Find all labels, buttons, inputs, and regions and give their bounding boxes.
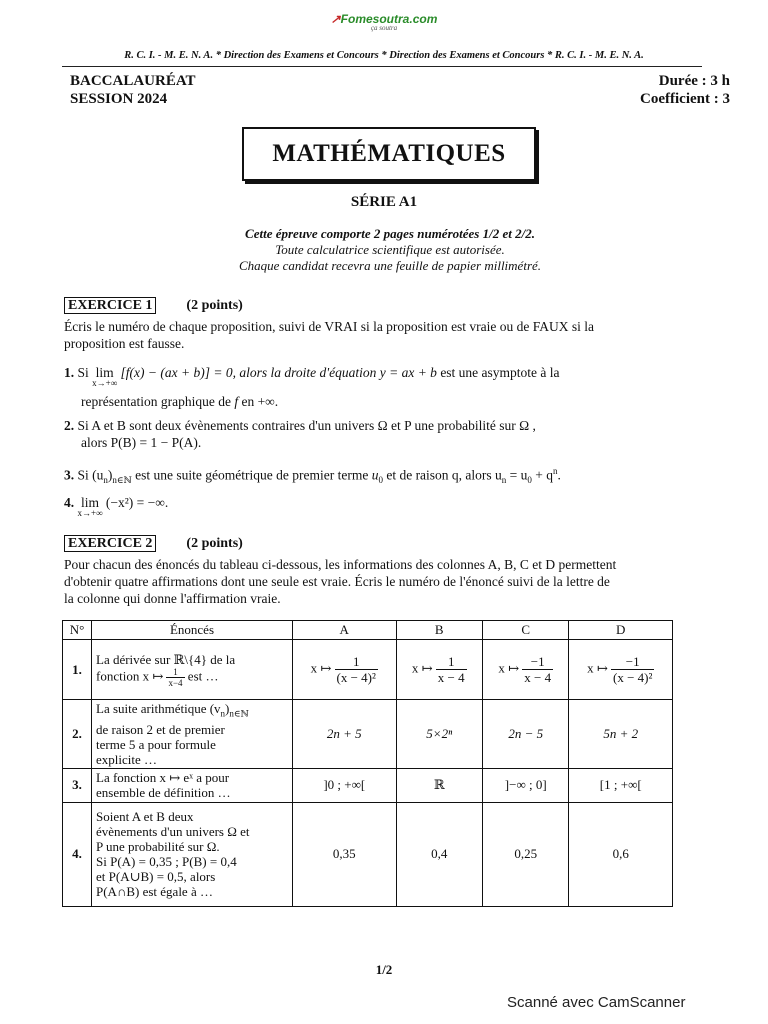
table-row <box>63 640 673 700</box>
subscript: n <box>103 475 108 486</box>
row-statement <box>92 640 293 700</box>
fraction-numerator: 1 <box>166 667 184 678</box>
logo-domain: .com <box>409 12 438 26</box>
option-prefix: x ↦ <box>587 660 608 676</box>
exercise-2-title: EXERCICE 2 <box>64 535 156 552</box>
fraction-denominator: x − 4 <box>437 670 465 685</box>
exercise-1-question-1 <box>64 364 684 410</box>
fraction <box>436 654 467 685</box>
exercise-1-header <box>64 298 243 314</box>
question-text: (−x²) = −∞. <box>105 495 169 510</box>
option-prefix: x ↦ <box>498 660 519 676</box>
row-number: 1. <box>63 640 92 700</box>
limit-subscript: x→+∞ <box>92 378 118 388</box>
row-statement <box>92 802 293 906</box>
question-text: est une asymptote à la <box>440 365 560 380</box>
statement-line: de raison 2 et de premier <box>96 721 225 737</box>
superscript: n <box>553 466 558 476</box>
intro-line-2: Toute calculatrice scientifique est autorisée. <box>275 242 505 257</box>
row-number: 3. <box>63 768 92 802</box>
logo <box>0 12 768 32</box>
exam-coefficient: Coefficient : 3 <box>640 91 730 107</box>
exercise-1-question-2 <box>64 417 684 451</box>
row-statement <box>92 768 293 802</box>
subscript: 0 <box>527 475 532 486</box>
option-b: ℝ <box>396 768 482 802</box>
statement-line: ensemble de définition … <box>96 785 231 801</box>
instruction-line: la colonne qui donne l'affirmation vraie. <box>64 591 281 606</box>
fraction <box>166 667 184 688</box>
exam-session: SESSION 2024 <box>70 91 168 107</box>
fraction-numerator: −1 <box>522 654 553 670</box>
statement-line: et P(A∪B) = 0,5, alors <box>96 869 216 885</box>
question-equation: y = ax + b <box>379 365 437 380</box>
option-b: 5×2ⁿ <box>396 700 482 769</box>
logo-text: Fomesoutra <box>340 12 410 26</box>
question-text: + q <box>535 467 554 483</box>
column-header-c: C <box>482 621 568 640</box>
header-ministry-line: R. C. I. - M. E. N. A. * Direction des Examens et Concours * Direction des Examens et Concours * R. C. I. - M. E. N. A. <box>124 50 644 61</box>
option-c <box>482 640 568 700</box>
question-number: 1. <box>64 365 75 380</box>
fraction-denominator: (x − 4)² <box>336 670 376 685</box>
exercise-1-question-4 <box>64 494 684 519</box>
column-header-a: A <box>293 621 397 640</box>
fraction-numerator: 1 <box>335 654 378 670</box>
statement-line: explicite … <box>96 751 158 767</box>
fraction-numerator: −1 <box>611 654 654 670</box>
exam-duration: Durée : 3 h <box>658 73 730 89</box>
row-number: 2. <box>63 700 92 769</box>
option-a: 0,35 <box>293 802 397 906</box>
question-text: ) <box>107 467 113 483</box>
exam-name: BACCALAURÉAT <box>70 73 196 89</box>
header-rule <box>62 66 702 67</box>
table-row <box>63 700 673 769</box>
exam-info <box>70 72 196 108</box>
question-number: 2. <box>64 418 75 433</box>
statement-text: ) <box>225 701 230 716</box>
question-number: 4. <box>64 495 75 510</box>
limit-subscript: x→+∞ <box>77 508 103 518</box>
statement-line: P une probabilité sur Ω. <box>96 839 220 855</box>
exercise-2-header <box>64 536 243 552</box>
fraction-denominator: (x − 4)² <box>612 670 653 685</box>
option-d: [1 ; +∞[ <box>569 768 673 802</box>
option-b <box>396 640 482 700</box>
question-text: représentation graphique de <box>81 394 231 409</box>
exercise-2-points: (2 points) <box>186 536 243 551</box>
column-header-number: N° <box>63 621 92 640</box>
question-text: Si A et B sont deux évènements contraires d'un univers Ω et P une probabilité sur Ω , <box>77 418 536 433</box>
subject-title: MATHÉMATIQUES <box>242 127 536 181</box>
question-text: est une suite géométrique de premier terme <box>135 467 369 483</box>
question-text: alors P(B) = 1 − P(A). <box>81 435 202 450</box>
exam-meta <box>640 72 730 108</box>
subscript: n∈ℕ <box>112 475 132 486</box>
row-statement <box>92 700 293 769</box>
exercise-1-points: (2 points) <box>186 298 243 313</box>
option-c: 2n − 5 <box>482 700 568 769</box>
subscript: n∈ℕ <box>229 708 249 719</box>
instruction-line: Écris le numéro de chaque proposition, suivi de VRAI si la proposition est vraie ou de FAUX si la <box>64 319 595 334</box>
question-text: [f(x) − (ax + b)] = 0, alors la droite d'équation <box>120 365 377 380</box>
fraction <box>611 654 654 685</box>
option-c: ]−∞ ; 0] <box>482 768 568 802</box>
column-header-b: B <box>396 621 482 640</box>
statement-line: P(A∩B) est égale à … <box>96 884 213 900</box>
intro-line-1: Cette épreuve comporte 2 pages numérotées 1/2 et 2/2. <box>245 226 535 241</box>
page-number: 1/2 <box>375 962 393 977</box>
row-number: 4. <box>63 802 92 906</box>
statement-text: La suite arithmétique (v <box>96 701 221 716</box>
limit-expression <box>78 497 103 519</box>
option-prefix: x ↦ <box>310 660 332 676</box>
exercise-1-instructions <box>64 318 684 352</box>
question-text: en +∞. <box>241 394 279 409</box>
statement-text: est … <box>187 667 219 683</box>
option-d: 0,6 <box>569 802 673 906</box>
option-prefix: x ↦ <box>411 660 433 676</box>
logo-name: ↗Fomesoutra.com <box>330 12 438 26</box>
question-text: u <box>371 467 379 483</box>
option-a: 2n + 5 <box>293 700 397 769</box>
option-a: ]0 ; +∞[ <box>293 768 397 802</box>
question-text: Si (u <box>77 467 104 483</box>
table-row <box>63 768 673 802</box>
statement-line: Soient A et B deux <box>96 809 194 825</box>
limit-word: lim <box>80 495 99 510</box>
option-d: 5n + 2 <box>569 700 673 769</box>
table-row <box>63 802 673 906</box>
option-b: 0,4 <box>396 802 482 906</box>
column-header-enonces: Énoncés <box>92 621 293 640</box>
table-header-row <box>63 621 673 640</box>
subscript: 0 <box>378 475 383 486</box>
question-text: f <box>234 394 239 409</box>
exercise-1-title: EXERCICE 1 <box>64 297 156 314</box>
column-header-d: D <box>569 621 673 640</box>
limit-expression <box>92 367 117 389</box>
statement-line: La dérivée sur ℝ\{4} de la <box>96 651 236 667</box>
question-text: et de raison q, alors u <box>386 467 502 483</box>
logo-tagline: ça soutra <box>370 24 398 32</box>
intro-line-3: Chaque candidat recevra une feuille de papier millimétré. <box>238 258 542 273</box>
exercise-2-table <box>62 620 673 907</box>
question-text: Si <box>77 365 89 380</box>
question-number: 3. <box>64 467 75 483</box>
statement-line: évènements d'un univers Ω et <box>96 824 250 840</box>
fraction <box>522 654 553 685</box>
serie-label: SÉRIE A1 <box>350 194 418 210</box>
exercise-2-instructions <box>64 556 684 607</box>
scanner-watermark: Scanné avec CamScanner <box>507 994 686 1011</box>
question-text: = u <box>509 467 528 483</box>
option-d <box>569 640 673 700</box>
fraction <box>335 654 378 685</box>
limit-word: lim <box>95 365 114 380</box>
fraction-denominator: x−4 <box>168 677 183 688</box>
option-c: 0,25 <box>482 802 568 906</box>
exercise-1-question-3 <box>64 463 684 489</box>
fraction-numerator: 1 <box>436 654 467 670</box>
instruction-line: Pour chacun des énoncés du tableau ci-dessous, les informations des colonnes A, B, C et D permettent <box>64 557 617 572</box>
option-a <box>293 640 397 700</box>
statement-text: fonction x ↦ <box>96 667 164 683</box>
fraction-denominator: x − 4 <box>524 670 552 685</box>
subscript: n <box>501 475 507 486</box>
statement-line: Si P(A) = 0,35 ; P(B) = 0,4 <box>96 854 237 870</box>
instruction-line: d'obtenir quatre affirmations dont une seule est vraie. Écris le numéro de l'énoncé suivi de la lettre de <box>64 574 610 589</box>
statement-line: terme 5 a pour formule <box>96 736 216 752</box>
intro-notes <box>0 226 768 274</box>
instruction-line: proposition est fausse. <box>64 336 185 351</box>
statement-line: La fonction x ↦ eˣ a pour <box>96 770 230 786</box>
subscript: n <box>220 708 226 719</box>
question-text: . <box>557 467 561 483</box>
